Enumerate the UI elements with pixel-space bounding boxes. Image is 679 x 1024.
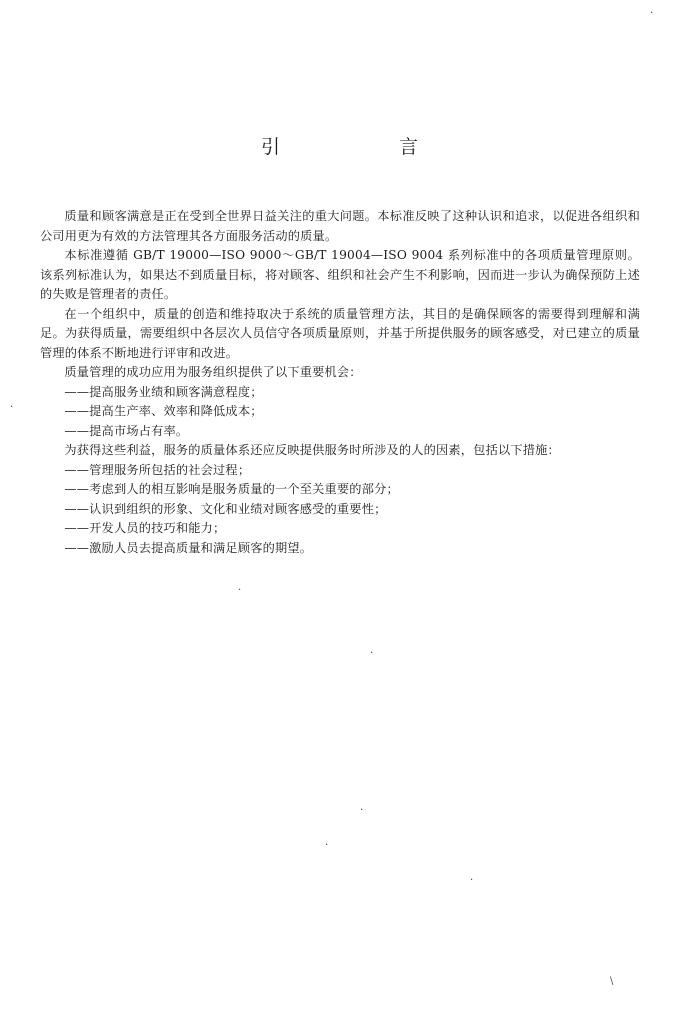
page-title: 引 言 xyxy=(260,136,468,158)
scan-speck: · xyxy=(360,805,364,816)
paragraph-standard-principles: 本标准遵循 GB/T 19000—ISO 9000～GB/T 19004—ISO 9004 系列标准中的各项质量管理原则。该系列标准认为，如果达不到质量目标，将对顾客、组织和社会产生不利影响，因而进一步认为确保预防上述的失败是管理者的责任。 xyxy=(40,248,640,301)
list-item-measure: ——考虑到人的相互影响是服务质量的一个至关重要的部分； xyxy=(64,482,399,496)
list-item-measure: ——激励人员去提高质量和满足顾客的期望。 xyxy=(64,540,313,555)
paragraph-organization-quality: 在一个组织中，质量的创造和维持取决于系统的质量管理方法，其目的是确保顾客的需要得到理解和满足。为获得质量，需要组织中各层次人员信守各项质量原则，并基于所提供服务的顾客感受，对已建立的质量管理的体系不断地进行评审和改进。 xyxy=(40,306,640,360)
document-body xyxy=(40,207,640,558)
scan-speck: · xyxy=(650,8,654,19)
list-item-measure: ——管理服务所包括的社会过程； xyxy=(64,462,251,477)
scan-speck: · xyxy=(238,585,242,596)
scan-speck: · xyxy=(470,875,474,886)
list-item-opportunity: ——提高市场占有率。 xyxy=(64,423,189,438)
list-item-measure: ——开发人员的技巧和能力； xyxy=(64,521,226,535)
list-item-opportunity: ——提高生产率、效率和降低成本； xyxy=(64,404,263,418)
scan-speck: · xyxy=(370,648,374,659)
scan-speck: · xyxy=(325,840,329,851)
paragraph-quality-and-satisfaction: 质量和顾客满意是正在受到全世界日益关注的重大问题。本标准反映了这种认识和追求，以促进各组织和公司用更为有效的方法管理其各方面服务活动的质量。 xyxy=(40,209,640,243)
scan-speck: · xyxy=(10,402,14,413)
paragraph-opportunities-intro: 质量管理的成功应用为服务组织提供了以下重要机会： xyxy=(64,365,362,379)
page-number: \ xyxy=(610,976,614,987)
list-item-measure: ——认识到组织的形象、文化和业绩对顾客感受的重要性； xyxy=(64,501,387,516)
paragraph-measures-intro: 为获得这些利益，服务的质量体系还应反映提供服务时所涉及的人的因素，包括以下措施： xyxy=(64,443,560,457)
list-item-opportunity: ——提高服务业绩和顾客满意程度； xyxy=(64,384,263,399)
